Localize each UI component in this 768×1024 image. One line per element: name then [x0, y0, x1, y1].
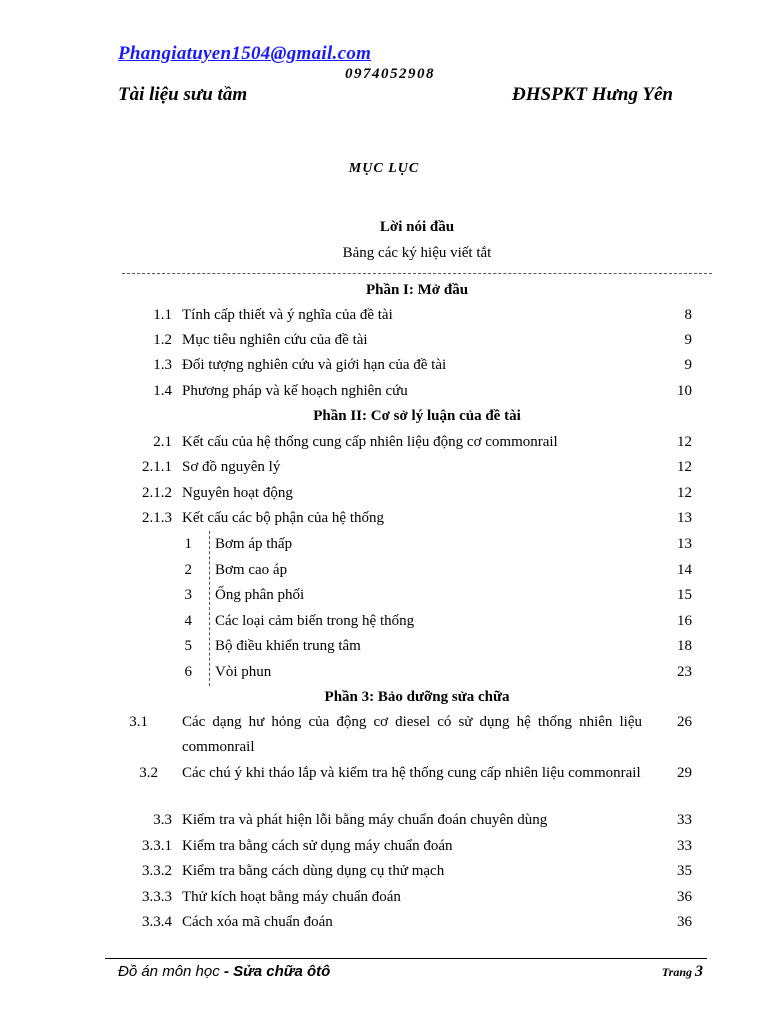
- toc-row[interactable]: [122, 838, 712, 863]
- dashed-divider: [122, 273, 712, 274]
- toc-num: 3.3.3: [142, 889, 172, 905]
- toc-page: 12: [677, 459, 692, 475]
- toc-page: 29: [677, 765, 692, 781]
- toc-num: 5: [184, 638, 192, 654]
- toc-page: 26: [677, 714, 692, 730]
- toc-row[interactable]: [122, 332, 712, 357]
- toc-text: Cách xóa mã chuẩn đoán: [182, 914, 333, 930]
- toc-subrow[interactable]: [122, 664, 712, 689]
- toc-num: 2.1.2: [142, 485, 172, 501]
- toc-subrow[interactable]: [122, 587, 712, 612]
- toc-text: Thử kích hoạt bằng máy chuẩn đoán: [182, 889, 401, 905]
- toc-num: 1.1: [153, 307, 172, 323]
- toc-text: Nguyên hoạt động: [182, 485, 293, 501]
- email-link[interactable]: Phangiatuyen1504@gmail.com: [118, 43, 372, 64]
- toc-num: 1.4: [153, 383, 172, 399]
- toc-text-multiline[interactable]: Các dạng hư hỏng của động cơ diesel có sử dụng hệ thống nhiên liệu commonrail: [182, 714, 642, 755]
- footer-course: Đồ án môn học: [118, 963, 220, 980]
- toc-text: Đối tượng nghiên cứu và giới hạn của đề tài: [182, 357, 447, 373]
- toc-page: 23: [677, 664, 692, 680]
- toc-page: 13: [677, 510, 692, 526]
- toc-row[interactable]: [122, 459, 712, 484]
- toc-row[interactable]: [122, 485, 712, 510]
- toc-text: Tính cấp thiết và ý nghĩa của đề tài: [182, 307, 393, 323]
- part2-title: Phần II: Cơ sở lý luận của đề tài: [313, 408, 521, 424]
- toc-num: 3.3.4: [142, 914, 172, 930]
- toc-num: 6: [184, 664, 192, 680]
- toc-num: 3.1: [129, 714, 148, 730]
- header-left: Tài liệu sưu tầm: [118, 84, 248, 105]
- toc-page: 35: [677, 863, 692, 879]
- toc-subrow[interactable]: [122, 613, 712, 638]
- toc-num: 2.1: [153, 434, 172, 450]
- toc-num: 3.2: [139, 765, 158, 781]
- toc-text: Phương pháp và kế hoạch nghiên cứu: [182, 383, 408, 399]
- toc-row[interactable]: [122, 812, 712, 837]
- toc-row[interactable]: [122, 510, 712, 535]
- toc-page: 9: [684, 332, 692, 348]
- toc-row[interactable]: [122, 383, 712, 408]
- toc-subrow[interactable]: [122, 562, 712, 587]
- toc-page: 12: [677, 434, 692, 450]
- toc-page: 36: [677, 914, 692, 930]
- toc-subrow[interactable]: [122, 536, 712, 561]
- footer-rule: [105, 958, 707, 959]
- toc-page: 16: [677, 613, 692, 629]
- phone-number: 0974052908: [345, 66, 435, 82]
- toc-text: Ống phân phối: [215, 587, 305, 603]
- part1-title: Phần I: Mở đầu: [365, 282, 469, 298]
- toc-num: 4: [184, 613, 192, 629]
- toc-row[interactable]: [122, 307, 712, 332]
- preface-heading: Lời nói đầu: [379, 219, 455, 235]
- toc-text: Vòi phun: [215, 664, 272, 680]
- toc-num: 3.3: [153, 812, 172, 828]
- toc-num: 3: [184, 587, 192, 603]
- toc-page: 8: [684, 307, 692, 323]
- toc-subrow[interactable]: [122, 638, 712, 663]
- toc-page: 14: [677, 562, 692, 578]
- toc-text: Mục tiêu nghiên cứu của đề tài: [182, 332, 368, 348]
- toc-text: Kết cấu của hệ thống cung cấp nhiên liệu động cơ commonrail: [182, 434, 558, 450]
- toc-text: Bộ điều khiển trung tâm: [215, 638, 361, 654]
- toc-page: 10: [677, 383, 692, 399]
- toc-text: Bơm cao áp: [215, 562, 288, 578]
- abbrev-heading: Bảng các ký hiệu viết tắt: [342, 245, 492, 261]
- toc-page: 33: [677, 838, 692, 854]
- toc-row[interactable]: [122, 357, 712, 382]
- toc-row[interactable]: [122, 434, 712, 459]
- toc-text: Sơ đồ nguyên lý: [182, 459, 281, 475]
- toc-num: 1.3: [153, 357, 172, 373]
- footer-page: [662, 963, 703, 981]
- toc-row[interactable]: [122, 889, 712, 914]
- toc-title: MỤC LỤC: [348, 161, 420, 176]
- toc-text: Bơm áp thấp: [215, 536, 293, 552]
- toc-text: Kiểm tra bằng cách dùng dụng cụ thử mạch: [182, 863, 445, 879]
- toc-page: 13: [677, 536, 692, 552]
- toc-page: 9: [684, 357, 692, 373]
- toc-num: 3.3.1: [142, 838, 172, 854]
- toc-page: 15: [677, 587, 692, 603]
- footer-page-number: 3: [695, 963, 703, 980]
- toc-text: Các loại cảm biến trong hệ thống: [215, 613, 415, 629]
- toc-num: 1.2: [153, 332, 172, 348]
- toc-page: 12: [677, 485, 692, 501]
- toc-text-multiline[interactable]: Các chú ý khi tháo lắp và kiểm tra hệ thống cung cấp nhiên liệu commonrail: [182, 765, 641, 781]
- toc-page: 36: [677, 889, 692, 905]
- toc-num: 3.3.2: [142, 863, 172, 879]
- toc-page: 18: [677, 638, 692, 654]
- toc-row[interactable]: [122, 914, 712, 939]
- toc-num: 2.1.3: [142, 510, 172, 526]
- footer-page-label: Trang: [661, 965, 692, 979]
- toc-text: Kiểm tra và phát hiện lỗi bằng máy chuẩn đoán chuyên dùng: [182, 812, 548, 828]
- footer-left: [118, 963, 330, 980]
- header-right: ĐHSPKT Hưng Yên: [512, 84, 673, 105]
- toc-text: Kết cấu các bộ phận của hệ thống: [182, 510, 384, 526]
- toc-num: 2: [184, 562, 192, 578]
- footer-subject: - Sửa chữa ôtô: [219, 963, 331, 980]
- toc-num: 2.1.1: [142, 459, 172, 475]
- toc-num: 1: [184, 536, 192, 552]
- toc-page: 33: [677, 812, 692, 828]
- toc-text: Kiểm tra bằng cách sử dụng máy chuẩn đoán: [182, 838, 453, 854]
- toc-row[interactable]: [122, 863, 712, 888]
- part3-title: Phần 3: Bảo dưỡng sửa chữa: [324, 689, 510, 705]
